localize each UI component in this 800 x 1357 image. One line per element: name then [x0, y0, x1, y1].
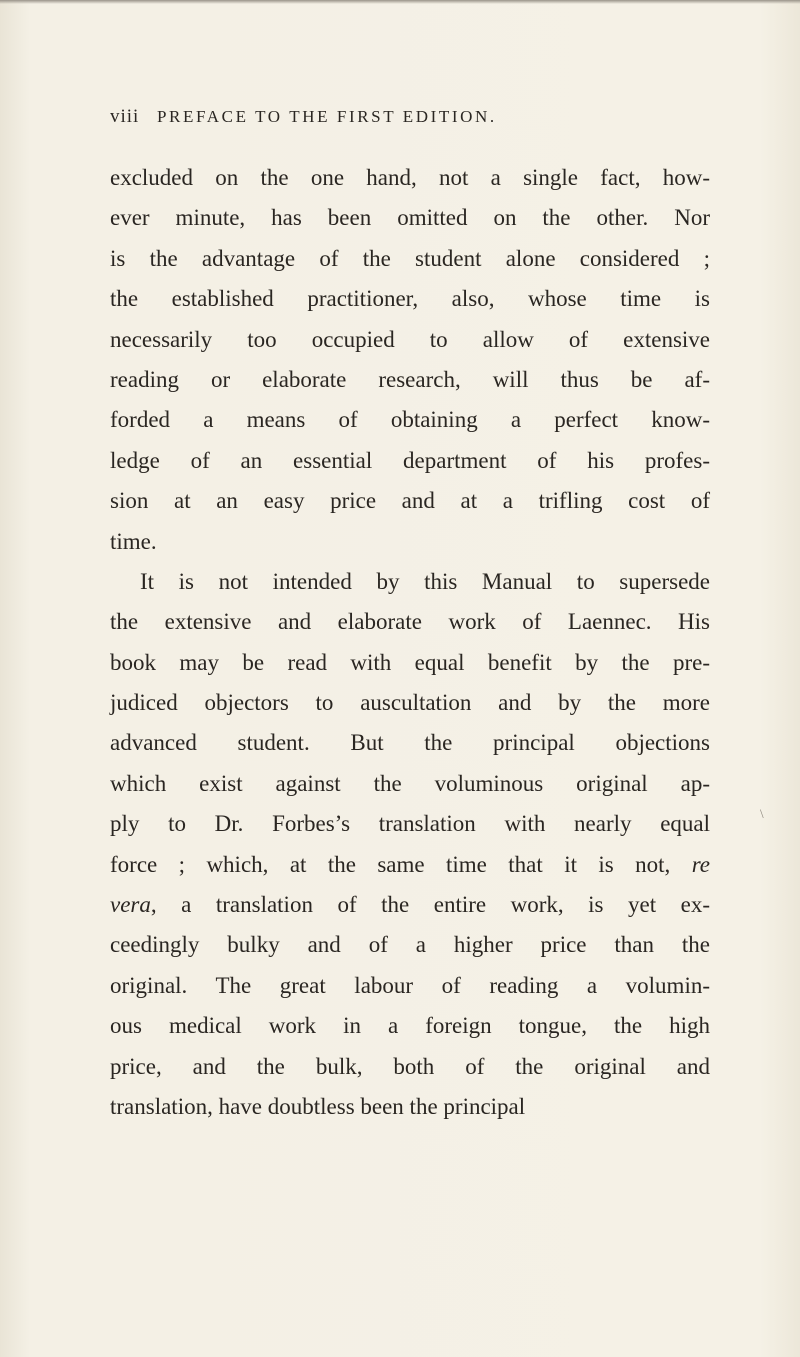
text-segment: , a translation of the entire work, is yet ex-: [150, 892, 710, 918]
text-segment: price, and the bulk, both of the original and: [110, 1053, 710, 1079]
text-line: [110, 360, 710, 400]
italic-text: vera: [110, 892, 151, 918]
body-text: [110, 158, 710, 1127]
page-top-edge: [0, 0, 800, 4]
text-segment: the extensive and elaborate work of Laennec. His: [110, 609, 710, 635]
margin-mark: \: [760, 806, 764, 821]
text-line: [110, 239, 710, 279]
page-header: [110, 106, 710, 136]
text-segment: advanced student. But the principal objections: [110, 730, 710, 756]
text-line: [110, 885, 710, 925]
text-segment: which exist against the voluminous original ap-: [110, 770, 710, 796]
text-segment: ous medical work in a foreign tongue, the high: [110, 1013, 710, 1039]
text-segment: It is not intended by this Manual to supersede: [140, 568, 710, 594]
text-segment: the established practitioner, also, whose time is: [110, 286, 710, 312]
text-line: [110, 925, 710, 965]
text-segment: ledge of an essential department of his profes-: [110, 447, 710, 473]
text-line: [110, 602, 710, 642]
text-line: [110, 643, 710, 683]
text-line: [110, 1047, 710, 1087]
page-number: viii: [110, 106, 140, 127]
text-line: [110, 723, 710, 763]
text-segment: judiced objectors to auscultation and by the more: [110, 690, 710, 716]
text-line: [110, 562, 710, 602]
text-segment: reading or elaborate research, will thus be af-: [110, 366, 710, 392]
text-line: [110, 279, 710, 319]
text-segment: book may be read with equal benefit by the pre-: [110, 649, 710, 675]
text-segment: sion at an easy price and at a trifling cost of: [110, 488, 710, 514]
text-segment: ever minute, has been omitted on the other. Nor: [110, 205, 710, 231]
text-line: [110, 966, 710, 1006]
text-line: [110, 845, 710, 885]
text-line: [110, 481, 710, 521]
text-segment: necessarily too occupied to allow of extensive: [110, 326, 710, 352]
text-segment: ceedingly bulky and of a higher price than the: [110, 932, 710, 958]
text-segment: force ; which, at the same time that it is not,: [110, 851, 692, 877]
text-line: [110, 1087, 710, 1127]
text-segment: translation, have doubtless been the principal: [110, 1093, 526, 1119]
running-head: PREFACE TO THE FIRST EDITION.: [157, 107, 497, 126]
text-segment: excluded on the one hand, not a single fact, how-: [110, 165, 710, 190]
text-segment: time.: [110, 528, 157, 554]
text-line: [110, 804, 710, 844]
text-line: [110, 158, 710, 198]
text-segment: is the advantage of the student alone considered ;: [110, 245, 710, 271]
text-line: [110, 764, 710, 804]
italic-text: re: [691, 851, 710, 877]
text-line: [110, 522, 710, 562]
text-line: [110, 400, 710, 440]
text-segment: original. The great labour of reading a volumin-: [110, 972, 710, 998]
text-line: [110, 320, 710, 360]
text-segment: ply to Dr. Forbes’s translation with nearly equal: [110, 811, 710, 837]
text-line: [110, 1006, 710, 1046]
text-line: [110, 441, 710, 481]
text-line: [110, 198, 710, 238]
text-segment: forded a means of obtaining a perfect know-: [110, 407, 710, 433]
text-line: [110, 683, 710, 723]
